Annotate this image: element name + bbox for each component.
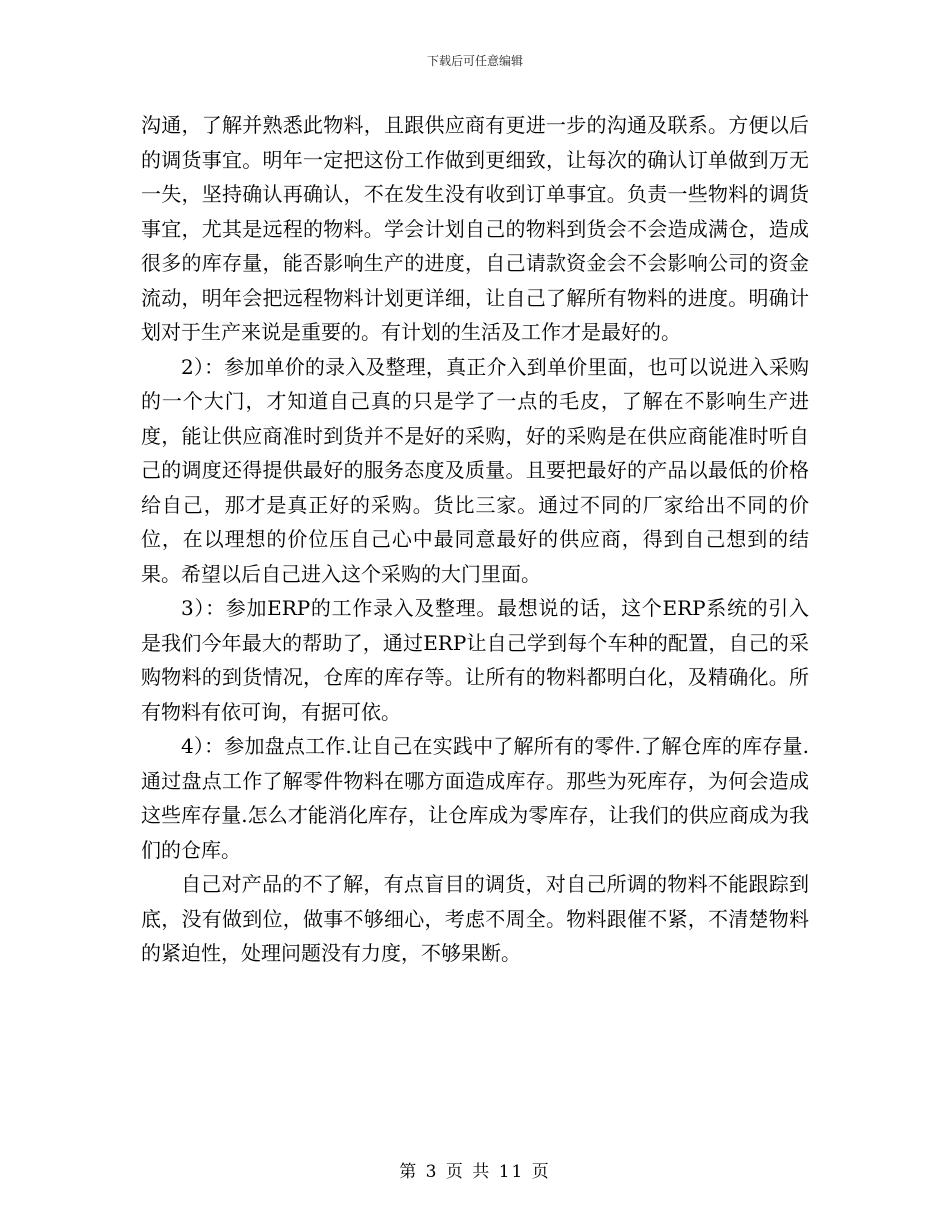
page-footer: 第 3 页 共 11 页 — [399, 1162, 551, 1182]
paragraph-item-4: 4）：参加盘点工作.让自己在实践中了解所有的零件.了解仓库的库存量.通过盘点工作了解零件物料在哪方面造成库存。那些为死库存，为何会造成这些库存量.怎么才能消化库存，让仓库成为零库存，让我们的供应商成为我们的仓库。 — [141, 734, 809, 862]
document-body — [141, 108, 809, 971]
paragraph-item-3: 3）：参加ERP的工作录入及整理。最想说的话，这个ERP系统的引入是我们今年最大的帮助了，通过ERP让自己学到每个车种的配置，自己的采购物料的到货情况，仓库的库存等。让所有的物料都明白化，及精确化。所有物料有依可询，有据可依。 — [141, 596, 809, 724]
page-header: 下载后可任意编辑 — [426, 54, 523, 68]
paragraph-self-review: 自己对产品的不了解，有点盲目的调货，对自己所调的物料不能跟踪到底，没有做到位，做事不够细心，考虑不周全。物料跟催不紧，不清楚物料的紧迫性，处理问题没有力度，不够果断。 — [141, 872, 809, 965]
paragraph-continuation: 沟通，了解并熟悉此物料，且跟供应商有更进一步的沟通及联系。方便以后的调货事宜。明年一定把这份工作做到更细致，让每次的确认订单做到万无一失，坚持确认再确认，不在发生没有收到订单事宜。负责一些物料的调货事宜，尤其是远程的物料。学会计划自己的物料到货会不会造成满仓，造成很多的库存量，能否影响生产的进度，自己请款资金会不会影响公司的资金流动，明年会把远程物料计划更详细，让自己了解所有物料的进度。明确计划对于生产来说是重要的。有计划的生活及工作才是最好的。 — [141, 113, 809, 344]
paragraph-item-2: 2）：参加单价的录入及整理，真正介入到单价里面，也可以说进入采购的一个大门，才知道自己真的只是学了一点的毛皮，了解在不影响生产进度，能让供应商准时到货并不是好的采购，好的采购是在供应商能准时听自己的调度还得提供最好的服务态度及质量。且要把最好的产品以最低的价格给自己，那才是真正好的采购。货比三家。通过不同的厂家给出不同的价位，在以理想的价位压自己心中最同意最好的供应商，得到自己想到的结果。希望以后自己进入这个采购的大门里面。 — [141, 354, 809, 586]
